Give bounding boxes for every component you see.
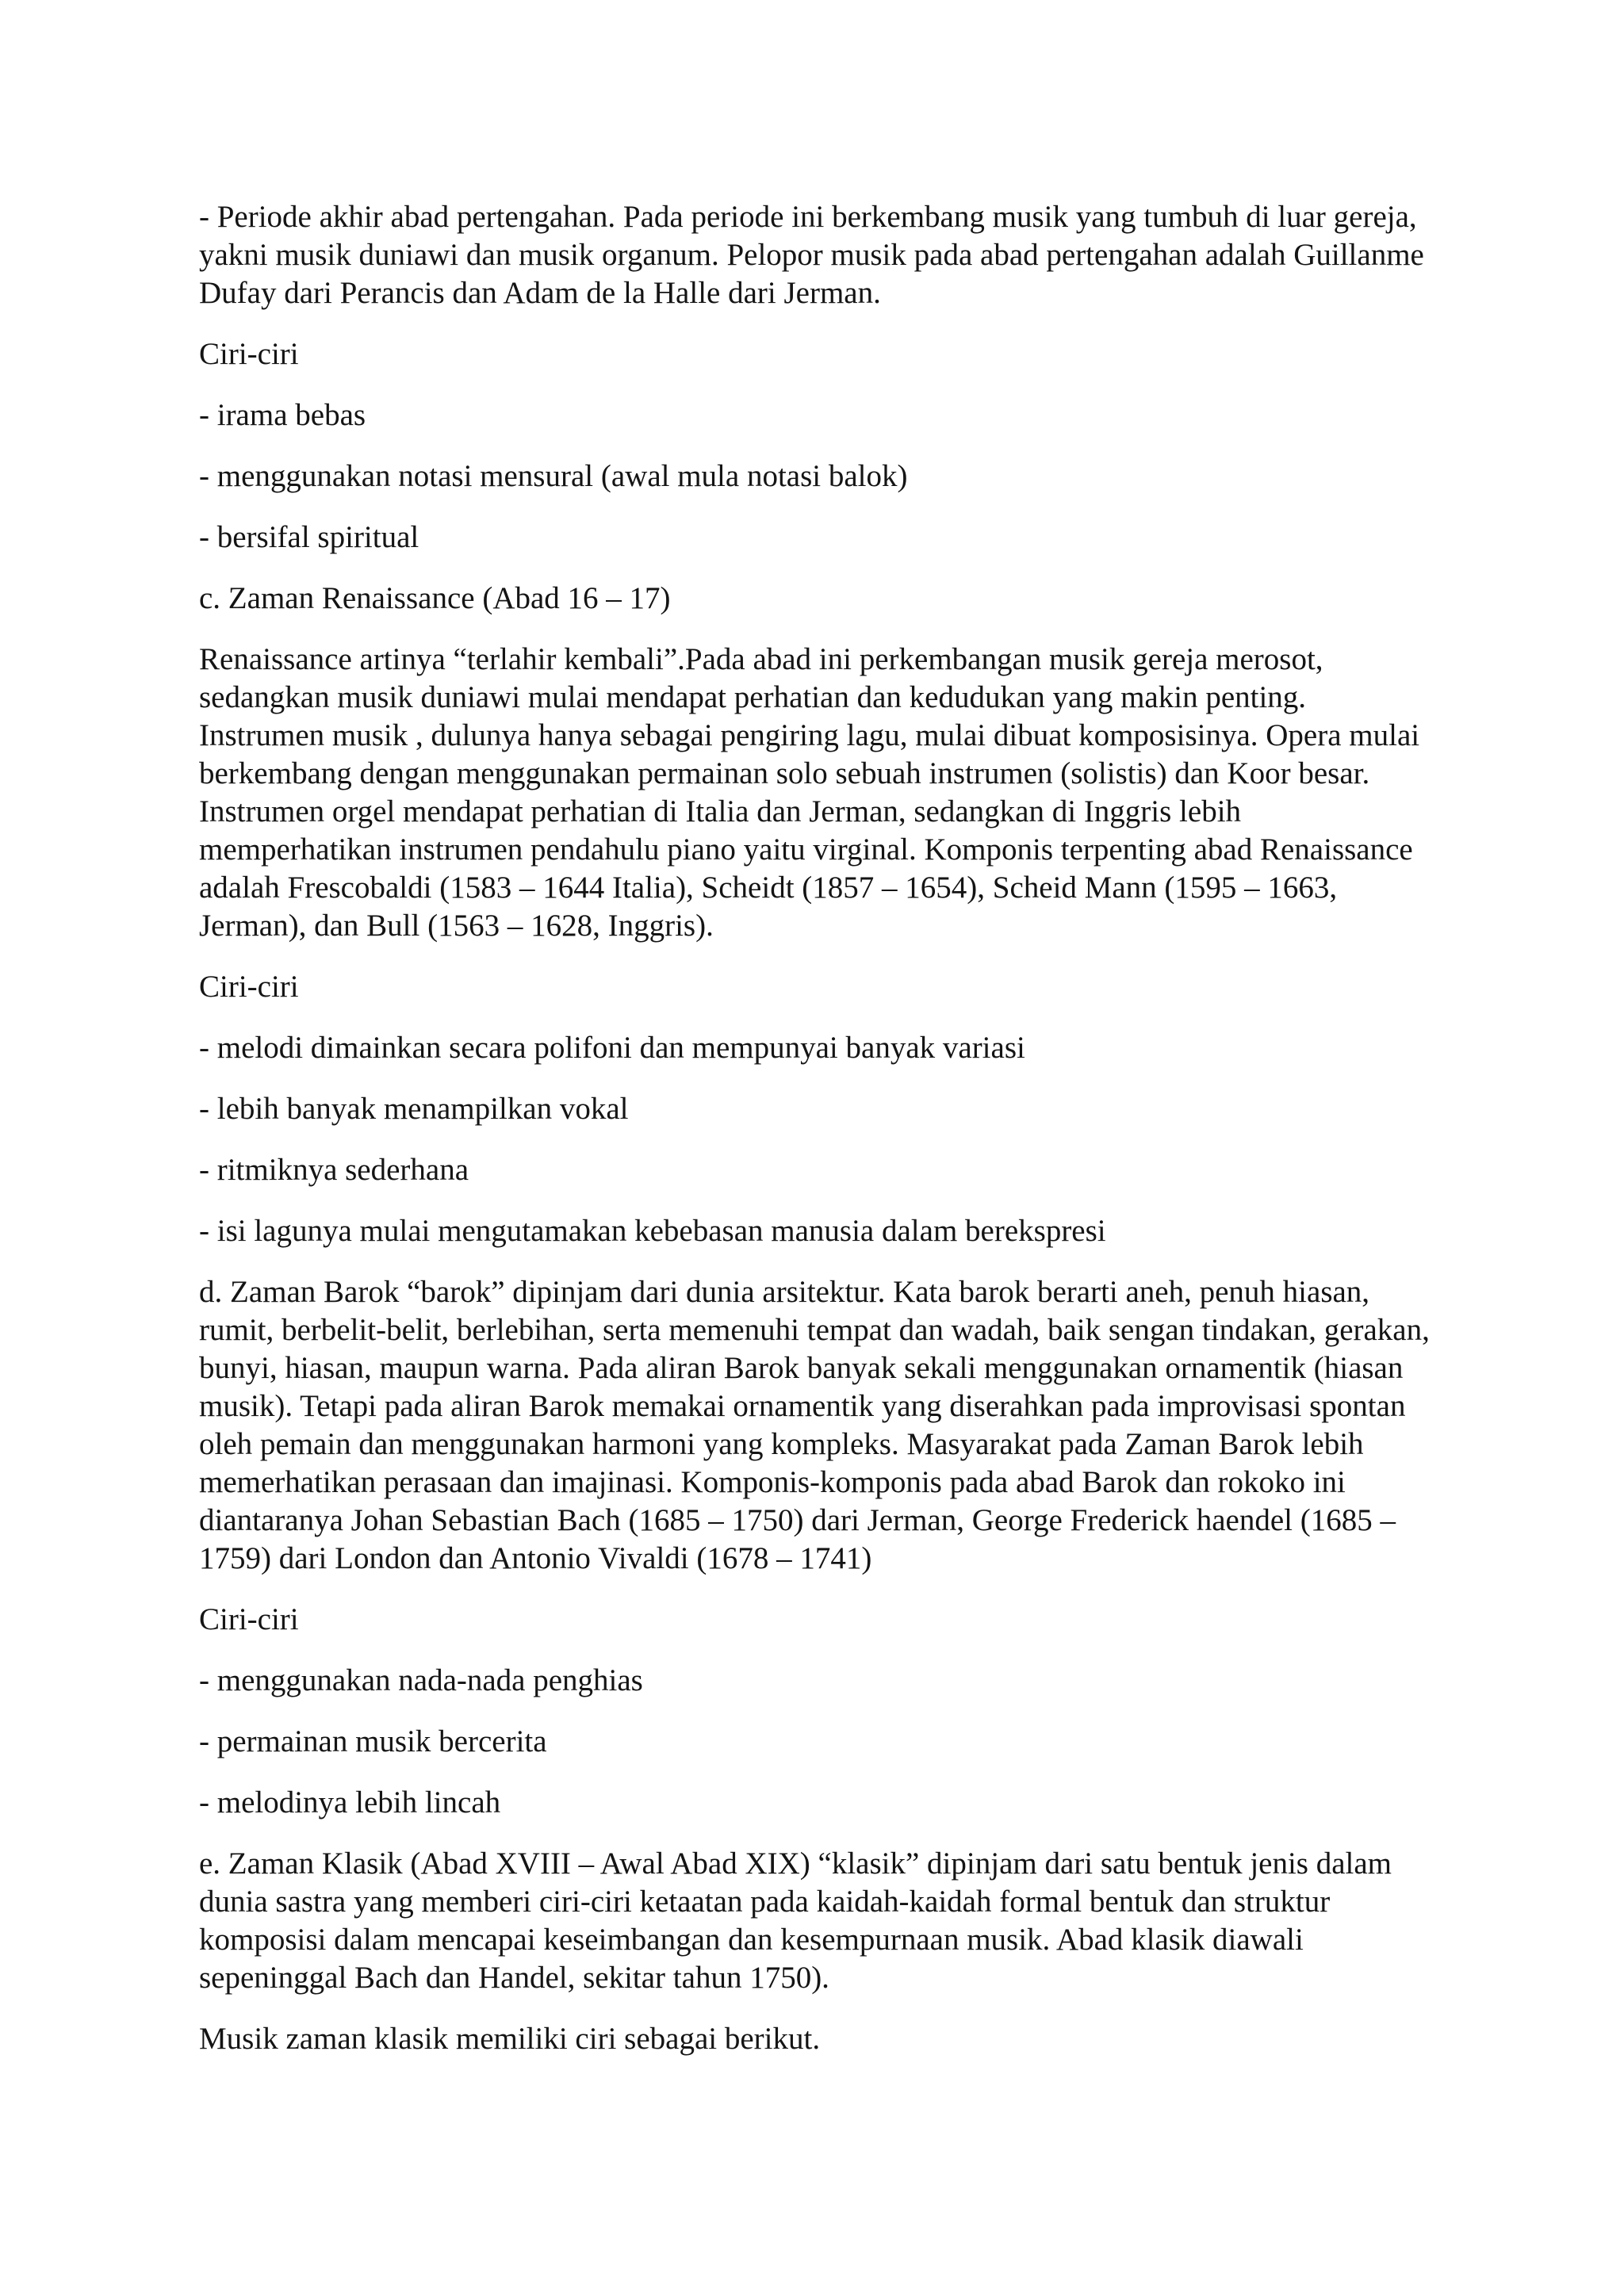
paragraph-classical: e. Zaman Klasik (Abad XVIII – Awal Abad XIX) “klasik” dipinjam dari satu bentuk jenis dalam dunia sastra yang memberi ciri-ciri ketaatan pada kaidah-kaidah formal bentuk dan struktur komposisi dalam mencapai keseimbangan dan kesempurnaan musik. Abad klasik diawali sepeninggal Bach dan Handel, sekitar tahun 1750). bbox=[199, 1846, 1392, 1995]
list-item: - bersifal spiritual bbox=[199, 520, 419, 554]
list-item: - irama bebas bbox=[199, 398, 366, 432]
list-item: - isi lagunya mulai mengutamakan kebebasan manusia dalam berekspresi bbox=[199, 1214, 1106, 1248]
list-item: - melodi dimainkan secara polifoni dan mempunyai banyak variasi bbox=[199, 1031, 1025, 1065]
list-item: - melodinya lebih lincah bbox=[199, 1785, 501, 1820]
paragraph-classical-intro: Musik zaman klasik memiliki ciri sebagai berikut. bbox=[199, 2022, 821, 2056]
characteristics-heading: Ciri-ciri bbox=[199, 1602, 299, 1636]
list-item: - lebih banyak menampilkan vokal bbox=[199, 1092, 629, 1126]
section-heading-renaissance: c. Zaman Renaissance (Abad 16 – 17) bbox=[199, 581, 671, 615]
paragraph-renaissance: Renaissance artinya “terlahir kembali”.Pada abad ini perkembangan musik gereja merosot, sedangkan musik duniawi mulai mendapat perhatian dan kedudukan yang makin penting. Instrumen musik , dulunya hanya sebagai pengiring lagu, mulai dibuat komposisinya. Opera mulai berkembang dengan menggunakan permainan solo sebuah instrumen (solistis) dan Koor besar. Instrumen orgel mendapat perhatian di Italia dan Jerman, sedangkan di Inggris lebih memperhatikan instrumen pendahulu piano yaitu virginal. Komponis terpenting abad Renaissance adalah Frescobaldi (1583 – 1644 Italia), Scheidt (1857 – 1654), Scheid Mann (1595 – 1663, Jerman), dan Bull (1563 – 1628, Inggris). bbox=[199, 642, 1420, 943]
paragraph-late-middle-ages: - Periode akhir abad pertengahan. Pada periode ini berkembang musik yang tumbuh di luar gereja, yakni musik duniawi dan musik organum. Pelopor musik pada abad pertengahan adalah Guillanme Dufay dari Perancis dan Adam de la Halle dari Jerman. bbox=[199, 200, 1424, 310]
list-item: - menggunakan nada-nada penghias bbox=[199, 1663, 643, 1697]
paragraph-baroque: d. Zaman Barok “barok” dipinjam dari dunia arsitektur. Kata barok berarti aneh, penuh hiasan, rumit, berbelit-belit, berlebihan, serta memenuhi tempat dan wadah, baik sengan tindakan, gerakan, bunyi, hiasan, maupun warna. Pada aliran Barok banyak sekali menggunakan ornamentik (hiasan musik). Tetapi pada aliran Barok memakai ornamentik yang diserahkan pada improvisasi spontan oleh pemain dan menggunakan harmoni yang kompleks. Masyarakat pada Zaman Barok lebih memerhatikan perasaan dan imajinasi. Komponis-komponis pada abad Barok dan rokoko ini diantaranya Johan Sebastian Bach (1685 – 1750) dari Jerman, George Frederick haendel (1685 – 1759) dari London dan Antonio Vivaldi (1678 – 1741) bbox=[199, 1275, 1430, 1575]
characteristics-heading: Ciri-ciri bbox=[199, 337, 299, 371]
list-item: - ritmiknya sederhana bbox=[199, 1153, 469, 1187]
list-item: - menggunakan notasi mensural (awal mula notasi balok) bbox=[199, 459, 908, 493]
list-item: - permainan musik bercerita bbox=[199, 1724, 547, 1758]
characteristics-heading: Ciri-ciri bbox=[199, 970, 299, 1004]
document-page bbox=[199, 198, 1436, 2081]
